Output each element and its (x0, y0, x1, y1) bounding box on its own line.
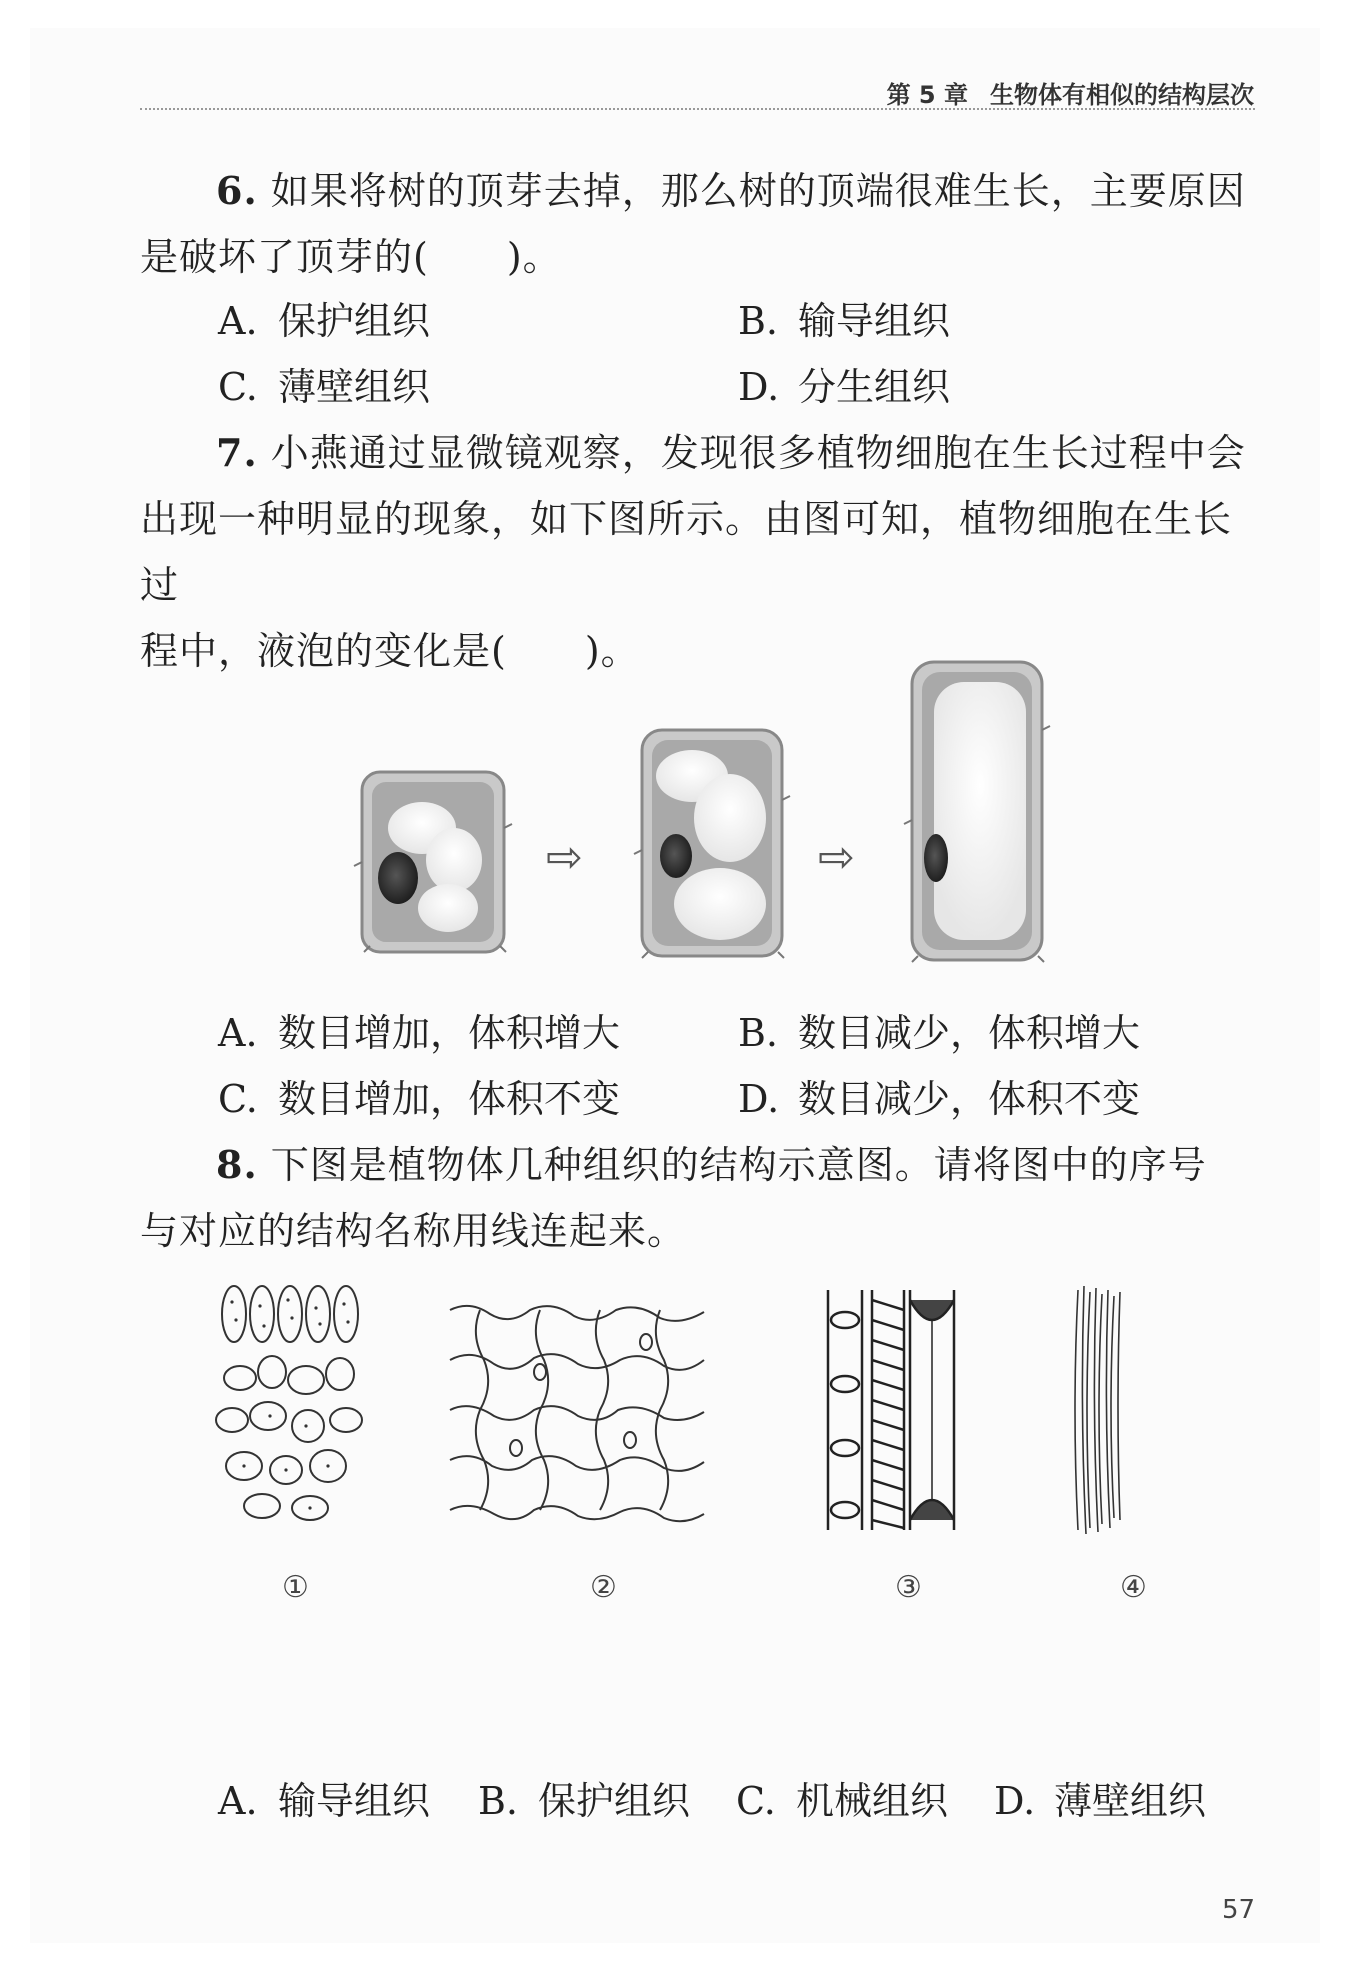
arrow-right-icon: ⇨ (546, 832, 583, 883)
nucleus (924, 834, 948, 882)
q7-option-b[interactable]: B. 数目减少，体积增大 (738, 1011, 1141, 1055)
q7-stem (140, 420, 1255, 684)
mature-cell (904, 662, 1050, 962)
q7-option-d[interactable]: D. 数目减少，体积不变 (738, 1077, 1141, 1121)
header-rule (140, 108, 1255, 110)
q7-stem-line1: 小燕通过显微镜观察，发现很多植物细胞在生长过程中会 (270, 431, 1246, 475)
vacuole (694, 774, 766, 862)
q8-stem-line1: 下图是植物体几种组织的结构示意图。请将图中的序号 (270, 1143, 1207, 1187)
tissue-1-parenchyma (216, 1286, 362, 1520)
growing-cell (634, 730, 790, 958)
figure-label-4: ④ (1120, 1570, 1147, 1605)
q8-option-a[interactable]: A. 输导组织 (218, 1779, 431, 1823)
chapter-title: 生物体有相似的结构层次 (990, 81, 1254, 109)
q7-stem-line2: 出现一种明显的现象，如下图所示。由图可知，植物细胞在生长过 (140, 497, 1233, 607)
nucleus (378, 852, 418, 904)
q8-stem (140, 1132, 1255, 1264)
q8-option-b[interactable]: B. 保护组织 (478, 1779, 691, 1823)
figure-label-1: ① (282, 1570, 309, 1605)
q7-stem-line3: 程中，液泡的变化是( )。 (140, 629, 640, 673)
q8-option-d[interactable]: D. 薄壁组织 (994, 1779, 1207, 1823)
q7-option-a[interactable]: A. 数目增加，体积增大 (218, 1011, 621, 1055)
large-vacuole (934, 682, 1026, 940)
q6-stem-line2: 是破坏了顶芽的( )。 (140, 235, 562, 279)
nucleus (660, 834, 692, 878)
q8-option-c[interactable]: C. 机械组织 (736, 1779, 949, 1823)
arrow-right-icon: ⇨ (818, 832, 855, 883)
tissue-figure (210, 1280, 1210, 1560)
tissue-4-fibers (1075, 1286, 1120, 1534)
q7-option-c[interactable]: C. 数目增加，体积不变 (218, 1077, 621, 1121)
figure-label-3: ③ (895, 1570, 922, 1605)
q6-number: 6. (216, 168, 258, 213)
q8-number: 8. (216, 1142, 258, 1187)
q6-option-a[interactable]: A. 保护组织 (218, 299, 431, 343)
young-cell (354, 772, 512, 952)
chapter-number: 第 5 章 (886, 81, 968, 109)
q7-number: 7. (216, 430, 258, 475)
q8-stem-line2: 与对应的结构名称用线连起来。 (140, 1209, 687, 1253)
vacuole (426, 828, 482, 892)
figure-label-2: ② (590, 1570, 617, 1605)
q6-option-c[interactable]: C. 薄壁组织 (218, 365, 431, 409)
cell-growth-figure (350, 650, 1070, 970)
tissue-3-vessels (828, 1290, 954, 1530)
tissue-2-epidermis (450, 1306, 704, 1521)
vacuole (674, 868, 766, 940)
q6-option-d[interactable]: D. 分生组织 (738, 365, 951, 409)
q6-stem-line1: 如果将树的顶芽去掉，那么树的顶端很难生长，主要原因 (270, 169, 1246, 213)
q6-stem (140, 158, 1255, 290)
q6-option-b[interactable]: B. 输导组织 (738, 299, 951, 343)
running-header (0, 75, 1254, 109)
page-number: 57 (1222, 1895, 1256, 1925)
vacuole (418, 884, 478, 932)
